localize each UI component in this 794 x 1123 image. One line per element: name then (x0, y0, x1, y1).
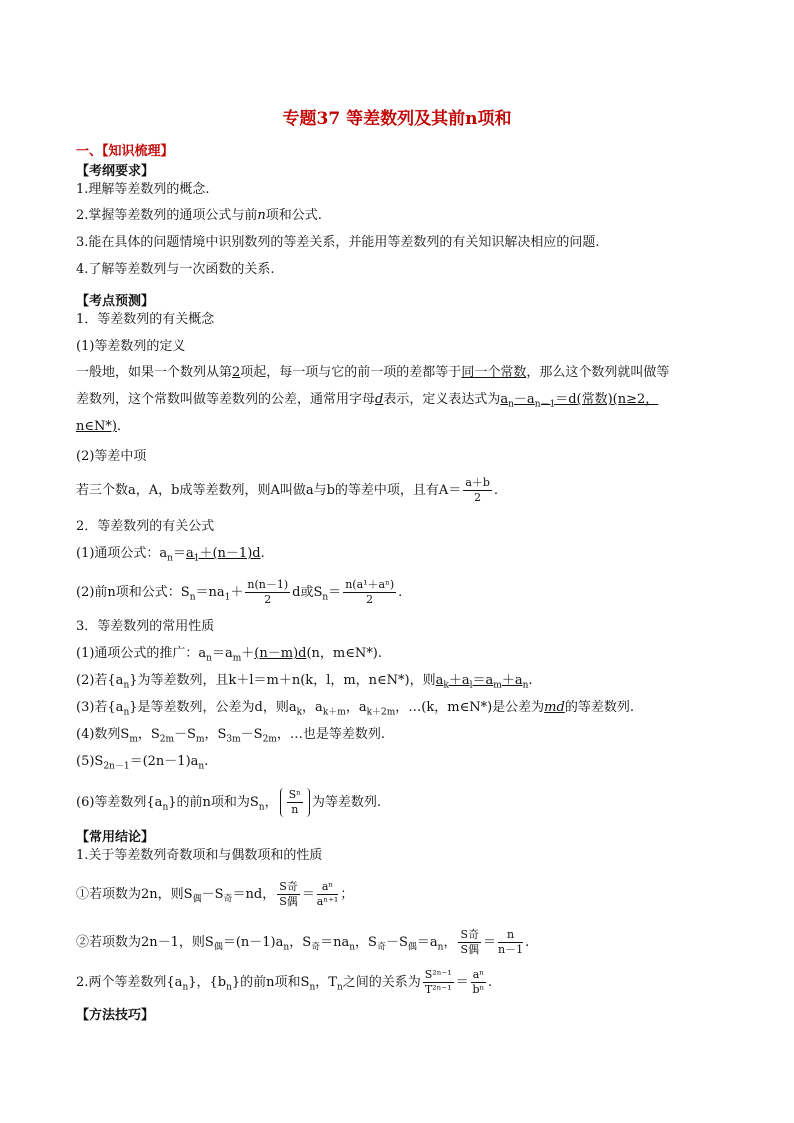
kd-f1: (1)通项公式：$a_n=a_1+(n-1)d$. (76, 546, 265, 564)
cy-1: 1.关于等差数列奇数项和与偶数项和的性质 (76, 848, 323, 863)
kd-h1: 1．等差数列的有关概念 (76, 312, 215, 327)
req-4: 4.了解等差数列与一次函数的关系. (76, 262, 275, 277)
kd-g5: $(5)S_{2n-1}=(2n-1)a_n$. (76, 754, 209, 772)
cy-3: ②若项数为2n－1，则$S_偶=(n-1)a_n$，$S_奇=na_n$，$S_奇-S_偶=a_n$， $\frac{\text{S奇}}{\text{S偶}}$ ＝ $\frac{n}{n-1}$ . (76, 928, 530, 956)
kd-f2: (2)前n项和公式：$S_n=na_1+$ $\frac{n(n-1)}{2}$ d或$S_n=$ $\frac{\text{n(a¹＋aⁿ)}}{2}$ . (76, 578, 403, 606)
heading-fangfa: 【方法技巧】 (76, 1008, 155, 1023)
req-3: 3.能在具体的问题情境中识别数列的等差关系，并能用等差数列的有关知识解决相应的问题. (76, 235, 600, 250)
kd-g3: (3)若$\{a_n\}$是等差数列，公差为d，则$a_k$，$a_{k+m}$，$a_{k+2m}$，…(k，m∈N*)是公差为md的等差数列. (76, 700, 634, 718)
kd-g4: (4)数列$S_m$，$S_{2m}-S_m$，$S_{3m}-S_{2m}$，…也是等差数列. (76, 727, 385, 745)
kd-g6: (6)等差数列$\{a_n\}$的前n项和为$S_n$， $\frac{\text{Sⁿ}}{n}$ 为等差数列. (76, 788, 382, 816)
cy-4: 2.两个等差数列$\{a_n\}$，$\{b_n\}$的前n项和$S_n$，$T_n$之间的关系为 $\frac{\text{S²ⁿ⁻¹}}{\text{T²ⁿ⁻¹}}$ ＝ $\frac{\text{aⁿ}}{\text{bⁿ}}$ . (76, 968, 493, 996)
kd-h3: 3．等差数列的常用性质 (76, 619, 215, 634)
kd-s1: (1)等差数列的定义 (76, 339, 186, 354)
kd-g1: (1)通项公式的推广：$a_n=a_m+(n-m)d(n$，m∈N*). (76, 646, 382, 664)
heading-kaodian: 【考点预测】 (76, 294, 155, 309)
heading-kaogang: 【考纲要求】 (76, 164, 155, 179)
kd-h2: 2．等差数列的有关公式 (76, 519, 215, 534)
section-zhishi: 一、【知识梳理】 (76, 144, 174, 159)
kd-p1: 一般地，如果一个数列从第2项起，每一项与它的前一项的差都等于同一个常数，那么这个数列就叫做等 (76, 365, 670, 380)
req-2: 2.掌握等差数列的通项公式与前n项和公式. (76, 208, 322, 223)
req-1: 1.理解等差数列的概念. (76, 182, 210, 197)
doc-title: 专题37 等差数列及其前n项和 (282, 109, 512, 129)
kd-g2: (2)若$\{a_n\}$为等差数列，且k＋l＝m＋n(k，l，m，n∈N*)，则$a_k+a_l=a_m+a_n$. (76, 673, 533, 691)
kd-p4: 若三个数a，A，b成等差数列，则A叫做a与b的等差中项，且有A＝ $\frac{a+b}{2}$ . (76, 476, 499, 504)
kd-s2: (2)等差中项 (76, 449, 147, 464)
heading-changyong: 【常用结论】 (76, 830, 155, 845)
kd-p2: 差数列，这个常数叫做等差数列的公差，通常用字母d表示，定义表达式为$a_n-a_{n-1}=d$(常数)(n≥2， (76, 392, 659, 410)
kd-p3: n∈N*)． (76, 419, 130, 434)
cy-2: ①若项数为2n，则$S_偶-S_奇=nd$， $\frac{\text{S奇}}{\text{S偶}}$ ＝ $\frac{\text{aⁿ}}{\text{aⁿ⁺¹}}$ ； (76, 880, 354, 908)
